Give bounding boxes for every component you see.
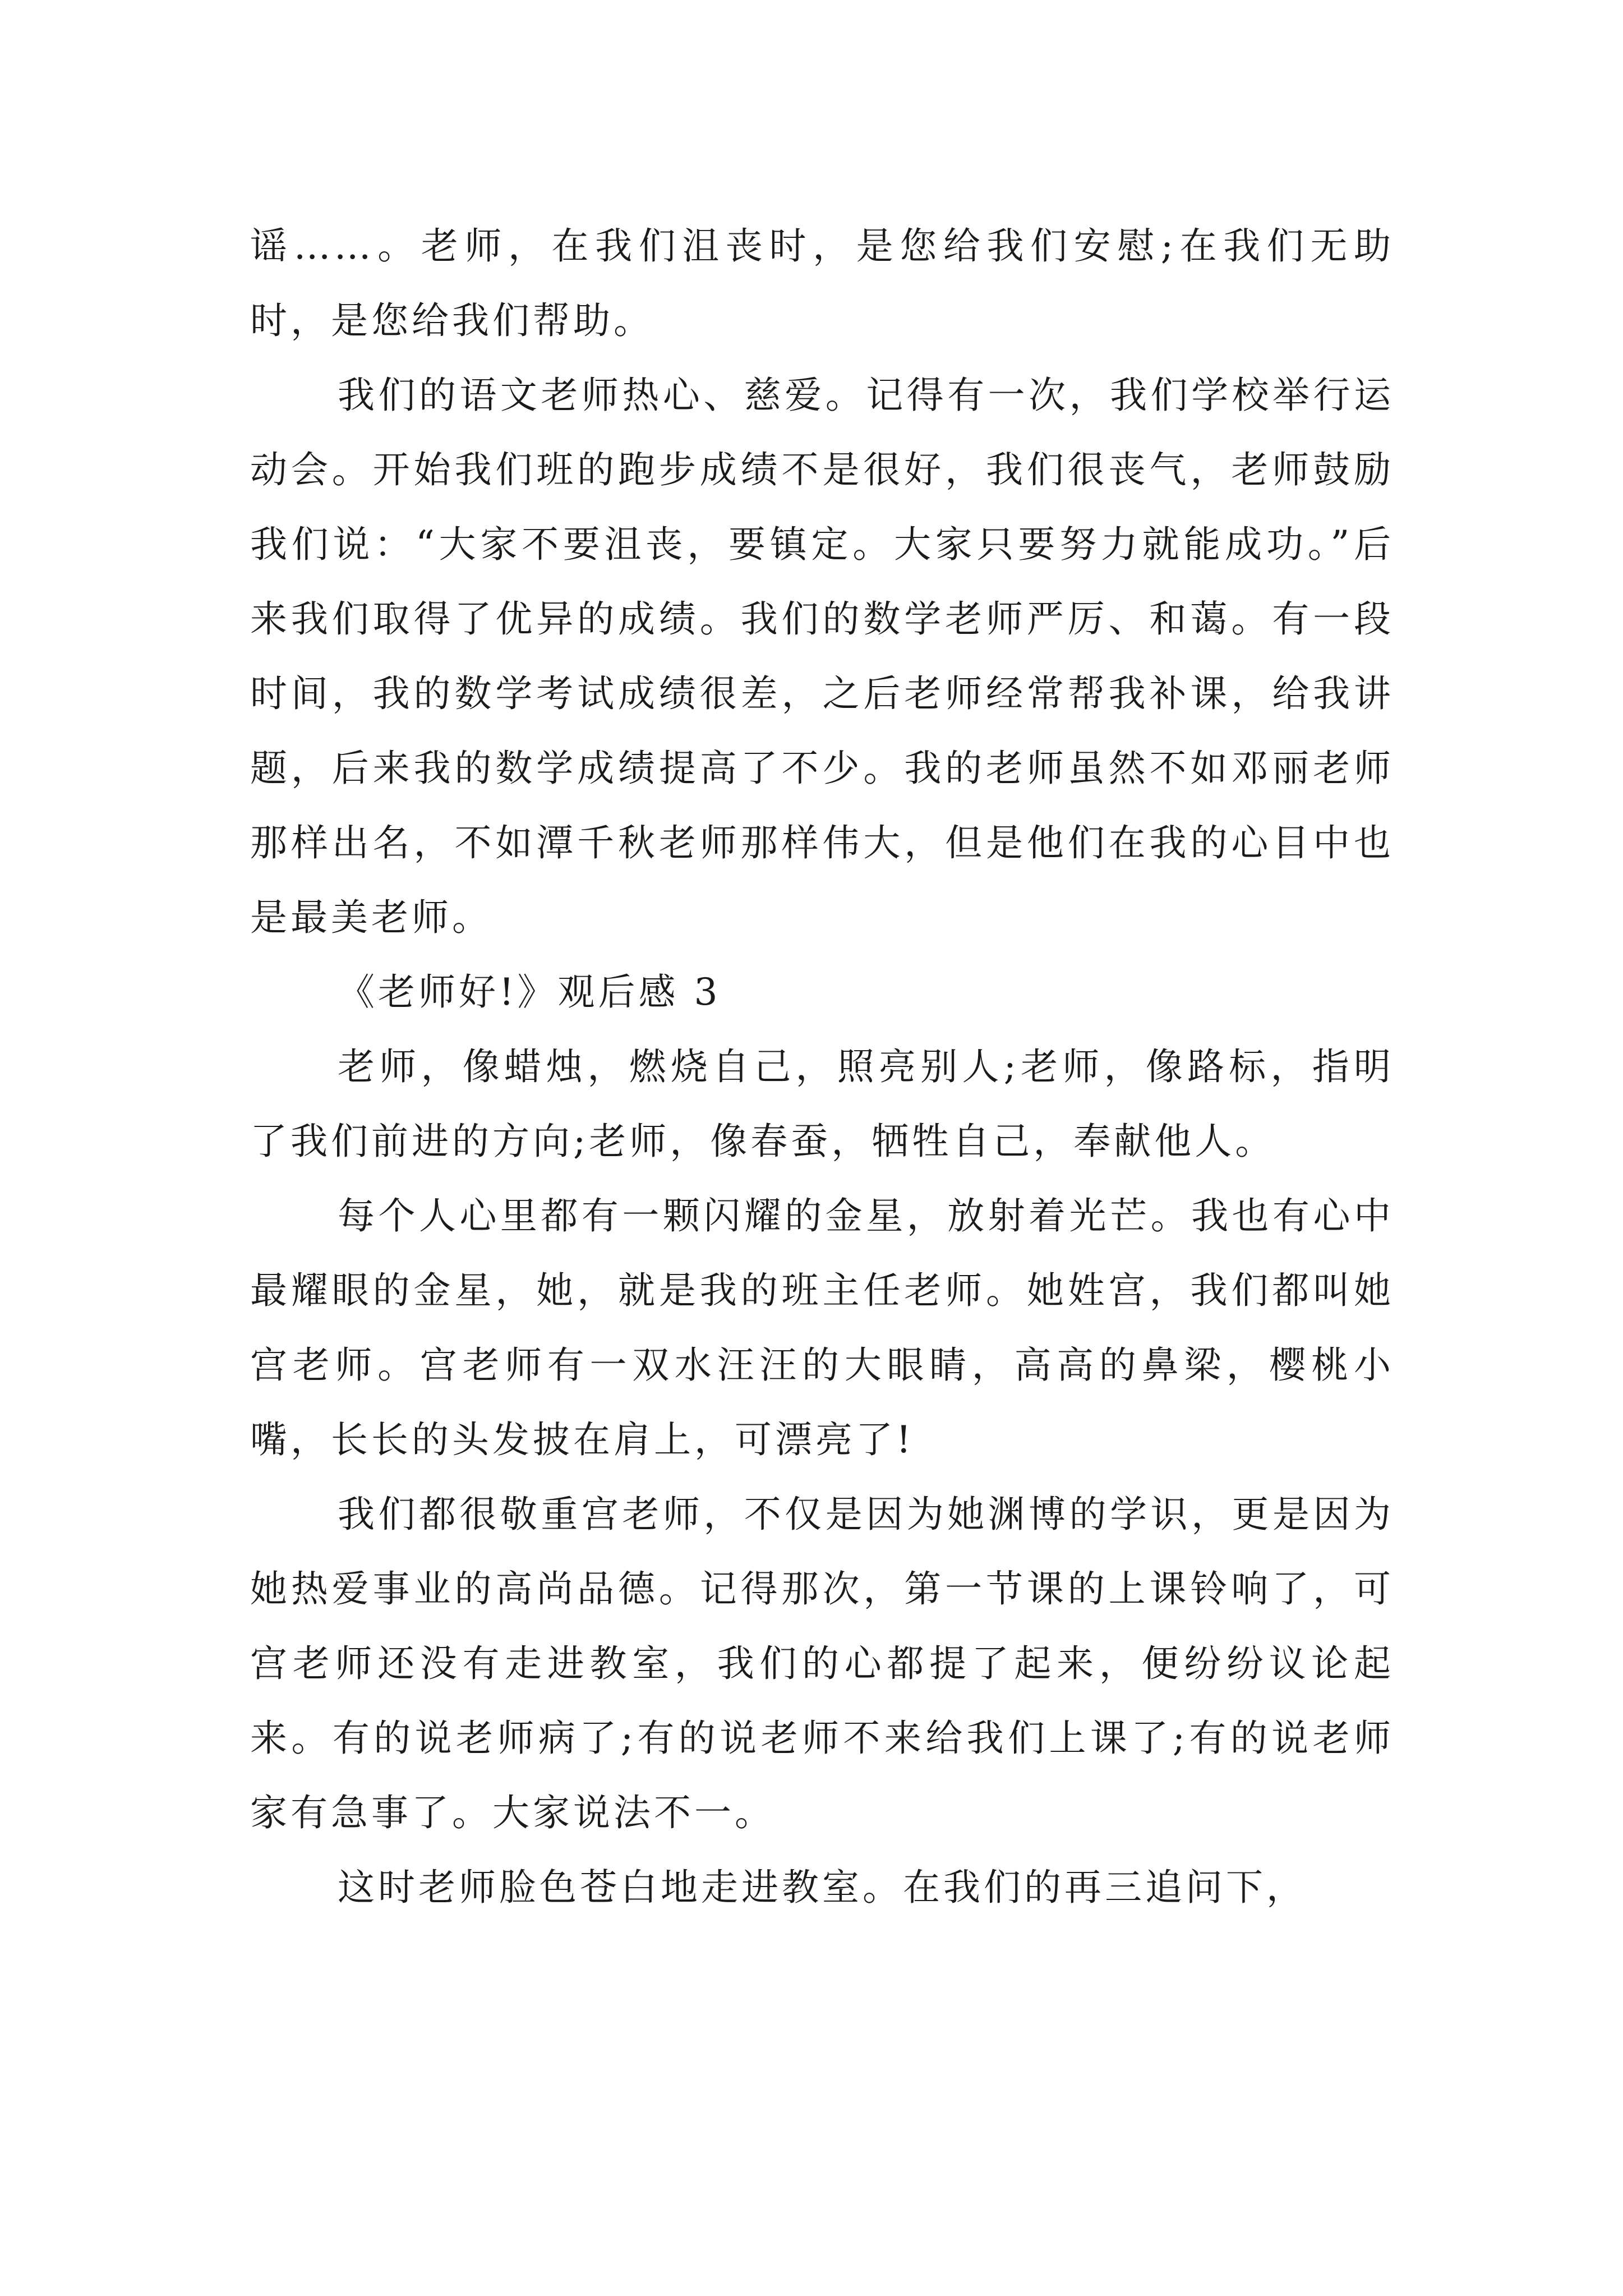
- section-heading: 《老师好!》观后感 3: [338, 970, 721, 1014]
- document-body: [250, 209, 1394, 1925]
- paragraph-golden-star: 每个人心里都有一颗闪耀的金星，放射着光芒。我也有心中最耀眼的金星，她，就是我的班主任老师。她姓宫，我们都叫她宫老师。宫老师有一双水汪汪的大眼睛，高高的鼻梁，樱桃小嘴，长长的头发披在肩上，可漂亮了!: [250, 1194, 1394, 1461]
- paragraph-continuation: 谣……。老师，在我们沮丧时，是您给我们安慰;在我们无助时，是您给我们帮助。: [250, 224, 1394, 342]
- paragraph-respect: 我们都很敬重宫老师，不仅是因为她渊博的学识，更是因为她热爱事业的高尚品德。记得那次，第一节课的上课铃响了，可宫老师还没有走进教室，我们的心都提了起来，便纷纷议论起来。有的说老师病了;有的说老师不来给我们上课了;有的说老师家有急事了。大家说法不一。: [250, 1493, 1394, 1834]
- paragraph-metaphors: 老师，像蜡烛，燃烧自己，照亮别人;老师，像路标，指明了我们前进的方向;老师，像春蚕，牺牲自己，奉献他人。: [250, 1045, 1394, 1163]
- paragraph-arrival: 这时老师脸色苍白地走进教室。在我们的再三追问下，: [338, 1866, 1307, 1909]
- paragraph-teachers: 我们的语文老师热心、慈爱。记得有一次，我们学校举行运动会。开始我们班的跑步成绩不是很好，我们很丧气，老师鼓励我们说：“大家不要沮丧，要镇定。大家只要努力就能成功。”后来我们取得了优异的成绩。我们的数学老师严厉、和蔼。有一段时间，我的数学考试成绩很差，之后老师经常帮我补课，给我讲题，后来我的数学成绩提高了不少。我的老师虽然不如邓丽老师那样出名，不如潭千秋老师那样伟大，但是他们在我的心目中也是最美老师。: [250, 374, 1394, 939]
